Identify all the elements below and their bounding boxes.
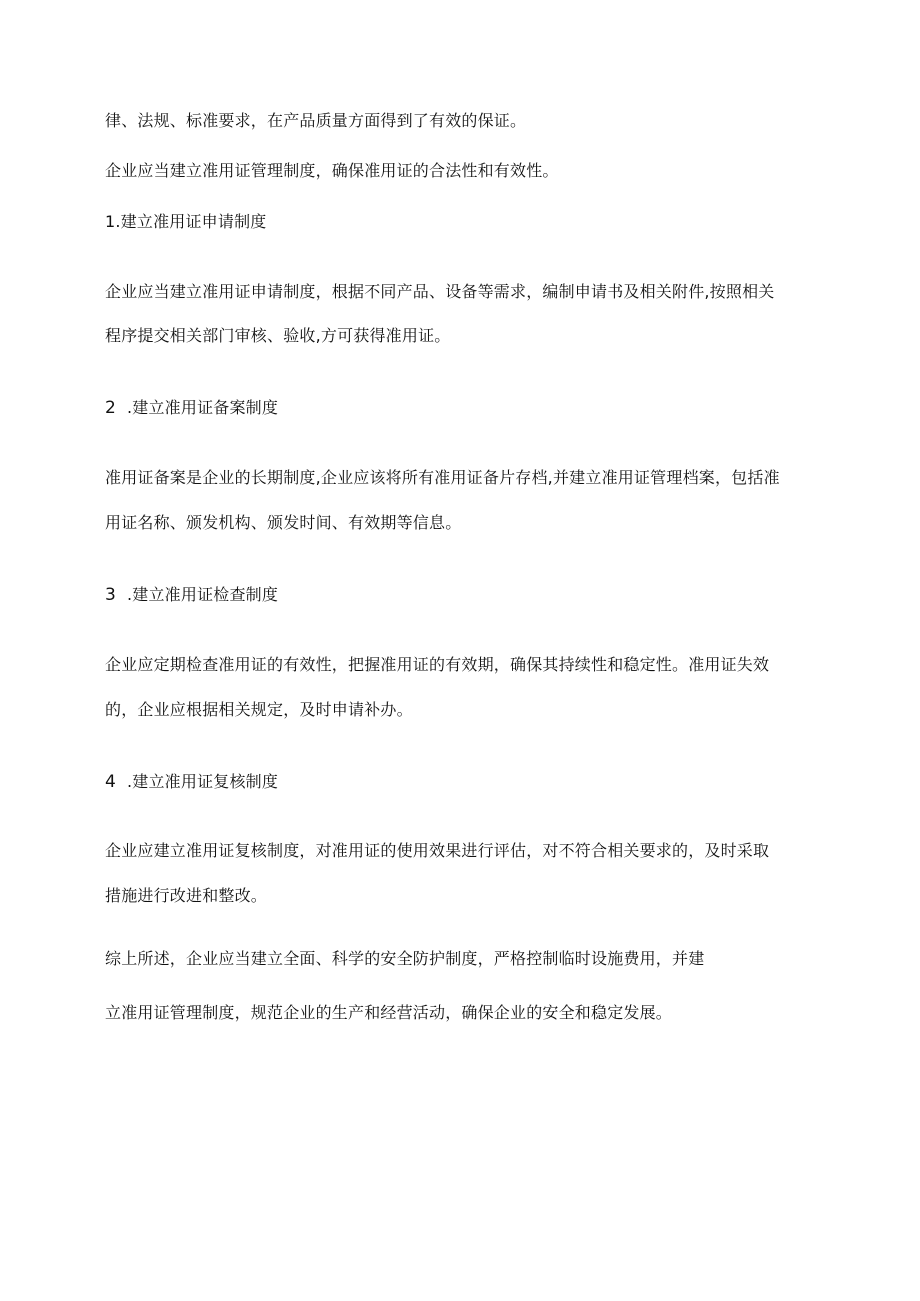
section-title: .建立准用证备案制度 bbox=[127, 398, 279, 417]
paragraph-line: 企业应定期检查准用证的有效性，把握准用证的有效期，确保其持续性和稳定性。准用证失效 bbox=[105, 655, 770, 674]
section-heading-2 bbox=[105, 397, 278, 419]
paragraph-line: 企业应当建立准用证管理制度，确保准用证的合法性和有效性。 bbox=[105, 161, 559, 180]
section-title: .建立准用证复核制度 bbox=[127, 772, 279, 791]
paragraph-line: 律、法规、标准要求，在产品质量方面得到了有效的保证。 bbox=[105, 111, 527, 130]
paragraph-line: 措施进行改进和整改。 bbox=[105, 886, 268, 905]
section-heading-4 bbox=[105, 771, 278, 793]
paragraph-line: 用证名称、颁发机构、颁发时间、有效期等信息。 bbox=[105, 513, 462, 532]
paragraph-line: 准用证备案是企业的长期制度,企业应该将所有准用证备片存档,并建立准用证管理档案，包括准 bbox=[105, 468, 780, 487]
section-number: 2 bbox=[105, 398, 117, 418]
section-heading-1: 1.建立准用证申请制度 bbox=[105, 212, 267, 231]
paragraph-line: 综上所述，企业应当建立全面、科学的安全防护制度，严格控制临时设施费用，并建 bbox=[105, 949, 705, 968]
paragraph-line: 的，企业应根据相关规定，及时申请补办。 bbox=[105, 700, 413, 719]
paragraph-line: 程序提交相关部门审核、验收,方可获得准用证。 bbox=[105, 326, 451, 345]
section-heading-3 bbox=[105, 584, 278, 606]
section-number: 4 bbox=[105, 772, 117, 792]
paragraph-line: 企业应建立准用证复核制度，对准用证的使用效果进行评估，对不符合相关要求的，及时采取 bbox=[105, 841, 770, 860]
section-number: 3 bbox=[105, 585, 117, 605]
paragraph-line: 立准用证管理制度，规范企业的生产和经营活动，确保企业的安全和稳定发展。 bbox=[105, 1003, 673, 1022]
section-title: .建立准用证检查制度 bbox=[127, 585, 279, 604]
paragraph-line: 企业应当建立准用证申请制度，根据不同产品、设备等需求，编制申请书及相关附件,按照相关 bbox=[105, 282, 775, 301]
